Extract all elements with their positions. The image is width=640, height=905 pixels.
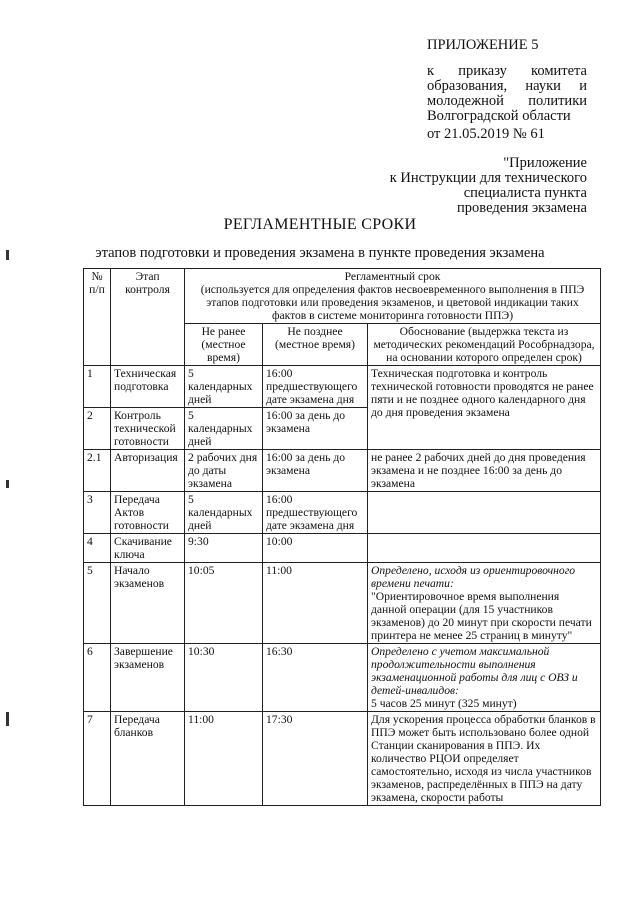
basis-quote: "Ориентировочное время выполнения данной операции (для 15 участников экзаменов) до 20 минут при скорости печати принтера не менее 25 страниц в минуту" bbox=[371, 590, 592, 642]
cell-late: 16:00 предшествующего дате экзамена дня bbox=[263, 366, 368, 408]
cell-stage: Скачивание ключа bbox=[111, 534, 185, 563]
cell-basis bbox=[368, 492, 601, 534]
cell-basis: не ранее 2 рабочих дней до дня проведения экзамена и не позднее 16:00 за день до экзамена bbox=[368, 450, 601, 492]
header-regulated bbox=[185, 269, 601, 324]
header-not-earlier: Не ранее (местное время) bbox=[185, 324, 263, 366]
cell-basis bbox=[368, 563, 601, 644]
order-word: молодежной bbox=[427, 93, 504, 109]
order-word: комитета bbox=[531, 63, 587, 79]
cell-num: 3 bbox=[84, 492, 111, 534]
header-basis: Обоснование (выдержка текста из методических рекомендаций Рособрнадзора, на основании которого определен срок) bbox=[368, 324, 601, 366]
instr-line: к Инструкции для технического bbox=[389, 170, 587, 186]
basis-italic: Определено с учетом максимальной продолжительности выполнения экзаменационной работы для лиц с ОВЗ и детей-инвалидов: bbox=[371, 645, 578, 697]
header-regulated-title: Регламентный срок bbox=[344, 270, 441, 283]
order-reference bbox=[427, 64, 587, 124]
order-word: науки bbox=[525, 78, 561, 94]
instr-line: "Приложение bbox=[503, 155, 587, 171]
scan-mark bbox=[6, 480, 9, 488]
cell-late: 11:00 bbox=[263, 563, 368, 644]
cell-stage: Передача бланков bbox=[111, 712, 185, 806]
header-stage: Этап контроля bbox=[111, 269, 185, 366]
cell-stage: Передача Актов готовности bbox=[111, 492, 185, 534]
cell-late: 16:00 за день до экзамена bbox=[263, 408, 368, 450]
cell-num: 2 bbox=[84, 408, 111, 450]
cell-late: 17:30 bbox=[263, 712, 368, 806]
order-date: от 21.05.2019 № 61 bbox=[427, 126, 545, 142]
order-word: к bbox=[427, 63, 435, 79]
table-row bbox=[84, 712, 601, 806]
instruction-reference bbox=[390, 156, 587, 216]
cell-early: 10:30 bbox=[185, 644, 263, 712]
cell-early: 10:05 bbox=[185, 563, 263, 644]
document-title: РЕГЛАМЕНТНЫЕ СРОКИ bbox=[223, 216, 417, 233]
cell-basis: Для ускорения процесса обработки бланков в ППЭ может быть использовано более одной Станции сканирования в ППЭ. Их количество РЦОИ определяет самостоятельно, исходя из числа участников экзаменов, распределённых в ППЭ на дату экзамена, скорости работы bbox=[368, 712, 601, 806]
order-region: Волгоградской области bbox=[427, 108, 571, 124]
cell-stage: Начало экзаменов bbox=[111, 563, 185, 644]
instr-line: специалиста пункта bbox=[463, 185, 587, 201]
order-word: образования, bbox=[427, 78, 508, 94]
table-row bbox=[84, 366, 601, 408]
cell-early: 5 календарных дней bbox=[185, 366, 263, 408]
cell-early: 9:30 bbox=[185, 534, 263, 563]
header-num: № п/п bbox=[84, 269, 111, 366]
basis-italic: Определено, исходя из ориентировочного времени печати: bbox=[371, 564, 576, 590]
scan-mark bbox=[6, 712, 9, 726]
header-regulated-note: (используется для определения фактов несвоевременного выполнения в ППЭ этапов подготовки или проведения экзаменов, и цветовой индикации таких фактов в системе мониторинга готовности ППЭ) bbox=[200, 283, 585, 322]
table-row bbox=[84, 450, 601, 492]
cell-early: 5 календарных дней bbox=[185, 408, 263, 450]
cell-basis bbox=[368, 534, 601, 563]
document-subtitle: этапов подготовки и проведения экзамена в пункте проведения экзамена bbox=[95, 245, 545, 261]
cell-early: 11:00 bbox=[185, 712, 263, 806]
cell-num: 7 bbox=[84, 712, 111, 806]
header-not-later: Не позднее (местное время) bbox=[263, 324, 368, 366]
cell-early: 2 рабочих дня до даты экзамена bbox=[185, 450, 263, 492]
order-word: и bbox=[579, 78, 587, 94]
table-row bbox=[84, 492, 601, 534]
cell-basis bbox=[368, 644, 601, 712]
order-word: приказу bbox=[458, 63, 507, 79]
basis-value: 5 часов 25 минут (325 минут) bbox=[371, 697, 517, 710]
cell-early: 5 календарных дней bbox=[185, 492, 263, 534]
table-row bbox=[84, 644, 601, 712]
cell-num: 2.1 bbox=[84, 450, 111, 492]
schedule-table bbox=[83, 268, 601, 806]
cell-late: 16:30 bbox=[263, 644, 368, 712]
table-row bbox=[84, 534, 601, 563]
cell-basis: Техническая подготовка и контроль технической готовности проводятся не ранее пяти и не позднее одного календарного дня до дня проведения экзамена bbox=[368, 366, 601, 450]
cell-late: 16:00 за день до экзамена bbox=[263, 450, 368, 492]
scan-mark bbox=[6, 250, 9, 260]
appendix-title: ПРИЛОЖЕНИЕ 5 bbox=[427, 37, 539, 53]
cell-num: 6 bbox=[84, 644, 111, 712]
cell-num: 1 bbox=[84, 366, 111, 408]
table-header-row bbox=[84, 269, 601, 324]
cell-stage: Завершение экзаменов bbox=[111, 644, 185, 712]
cell-late: 16:00 предшествующего дате экзамена дня bbox=[263, 492, 368, 534]
order-word: политики bbox=[528, 93, 587, 109]
cell-num: 4 bbox=[84, 534, 111, 563]
instr-line: проведения экзамена bbox=[457, 200, 587, 216]
cell-stage: Техническая подготовка bbox=[111, 366, 185, 408]
cell-num: 5 bbox=[84, 563, 111, 644]
cell-stage: Авторизация bbox=[111, 450, 185, 492]
cell-stage: Контроль технической готовности bbox=[111, 408, 185, 450]
table-row bbox=[84, 563, 601, 644]
cell-late: 10:00 bbox=[263, 534, 368, 563]
